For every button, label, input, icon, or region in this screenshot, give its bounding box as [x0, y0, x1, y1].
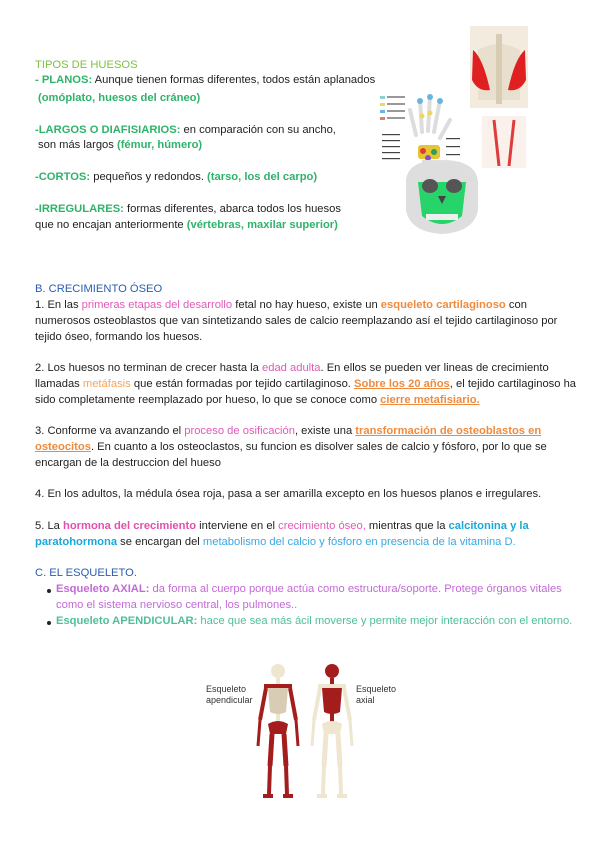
scapula-image — [470, 26, 528, 108]
p3-line-1 — [35, 424, 541, 438]
p5-text-c: interviene en el — [196, 520, 279, 532]
largos-text-2: son más largos — [38, 139, 117, 151]
bone-types-illustration — [378, 20, 600, 242]
p5-text-a: 5. La — [35, 520, 63, 532]
p5-highlight-metabolismo: metabolismo del calcio y fósforo en presencia de la vitamina D. — [202, 536, 516, 548]
cortos-example: (tarso, los del carpo) — [207, 171, 318, 183]
skeleton-figure — [200, 662, 400, 802]
planos-label: - PLANOS: — [35, 74, 93, 86]
p1-highlight-esqueleto: esqueleto cartilaginoso — [380, 299, 506, 311]
axial-line-1 — [56, 582, 562, 596]
p2-text-2c: que están formadas por tejido cartilaginoso. — [130, 378, 355, 390]
p5-highlight-hormona: hormona del crecimiento — [63, 520, 197, 532]
skull-image — [406, 160, 478, 234]
p2-highlight-metafasis: metáfasis — [82, 378, 131, 390]
p3-highlight-transformacion: transformación de osteoblastos en — [355, 425, 542, 437]
hand-image — [378, 92, 460, 170]
label-axial-1: Esqueleto — [356, 684, 397, 694]
largos-text: en comparación con su ancho, — [180, 124, 336, 136]
p2-text-2a: llamadas — [35, 378, 83, 390]
p3-text-c: , existe una — [294, 425, 356, 437]
irregulares-text: formas diferentes, abarca todos los huesos — [123, 203, 341, 215]
largos-label: -LARGOS O DIAFISIARIOS: — [35, 124, 181, 136]
femur-image — [482, 116, 526, 168]
section-b-title: B. CRECIMIENTO ÓSEO — [35, 283, 163, 295]
p5-text-2b: se encargan del — [117, 536, 203, 548]
p1-highlight-etapas: primeras etapas del desarrollo — [81, 299, 233, 311]
cortos-text: pequeños y redondos. — [90, 171, 208, 183]
p5-line-2 — [35, 535, 516, 549]
p2-line-1 — [35, 361, 549, 375]
cortos-label: -CORTOS: — [35, 171, 91, 183]
planos-line — [35, 73, 375, 87]
axial-line-2: como el sistema nervioso central, los pulmones.. — [56, 599, 298, 611]
planos-text: Aunque tienen formas diferentes, todos están aplanados — [92, 74, 376, 86]
p2-highlight-edad: edad adulta — [262, 362, 321, 374]
p3-line-2 — [35, 440, 547, 454]
skeletons-svg — [250, 662, 360, 802]
bullet-apendicular — [47, 621, 51, 625]
p1-line-3: tejido óseo, formando los huesos. — [35, 331, 203, 343]
p2-text-a: 2. Los huesos no terminan de crecer hasta la — [35, 362, 262, 374]
largos-line — [35, 123, 336, 137]
p5-highlight-calcitonina: calcitonina y la — [448, 520, 529, 532]
p1-text-e: con — [505, 299, 527, 311]
section-a-title: TIPOS DE HUESOS — [35, 59, 138, 71]
largos-line-2 — [38, 138, 202, 152]
p2-line-3 — [35, 393, 480, 407]
p3-highlight-proceso: proceso de osificación — [184, 425, 295, 437]
apendicular-line — [56, 614, 572, 628]
p2-highlight-cierre: cierre metafisiario. — [380, 394, 480, 406]
p2-highlight-20: Sobre los 20 años — [354, 378, 450, 390]
apendicular-text: hace que sea más ácil moverse y permite mejor interacción con el entorno. — [197, 615, 573, 627]
p1-text-c: fetal no hay hueso, existe un — [232, 299, 381, 311]
irregulares-text-2: que no encajan anteriormente — [35, 219, 187, 231]
p5-line-1 — [35, 519, 529, 533]
bullet-axial — [47, 589, 51, 593]
p3-highlight-osteocitos: osteocitos — [35, 441, 91, 453]
irregulares-line — [35, 202, 341, 216]
p4-line: 4. En los adultos, la médula ósea roja, pasa a ser amarilla excepto en los huesos planos e irregulares. — [35, 488, 542, 500]
p2-text-3a: sido completamente reemplazado por hueso, lo que se conoce como — [35, 394, 381, 406]
p2-line-2 — [35, 377, 576, 391]
skeleton-axial — [312, 664, 352, 798]
p1-line-1 — [35, 298, 527, 312]
p3-line-3: encargan de la destruccion del hueso — [35, 457, 221, 469]
label-apendicular-1: Esqueleto — [206, 684, 247, 694]
p3-text-a: 3. Conforme va avanzando el — [35, 425, 185, 437]
p5-text-e: mientras que la — [365, 520, 449, 532]
section-c-title: C. EL ESQUELETO. — [35, 567, 137, 579]
p2-text-2e: , el tejido cartilaginoso ha — [449, 378, 577, 390]
axial-label: Esqueleto AXIAL: — [56, 583, 150, 595]
label-apendicular — [206, 684, 253, 706]
label-axial-2: axial — [356, 695, 375, 705]
label-apendicular-2: apendicular — [206, 695, 253, 705]
largos-example: (fémur, húmero) — [116, 139, 203, 151]
irregulares-example: (vértebras, maxilar superior) — [186, 219, 338, 231]
p2-text-c: . En ellos se pueden ver lineas de crecimiento — [320, 362, 549, 374]
cortos-line — [35, 170, 317, 184]
label-axial — [356, 684, 396, 706]
p1-text-a: 1. En las — [35, 299, 82, 311]
irregulares-line-2 — [35, 218, 338, 232]
p5-highlight-paratohormona: paratohormona — [35, 536, 118, 548]
p1-line-2: numerosos osteoblastos que van sintetizando sales de calcio reemplazando así el tejido cartilaginoso por — [35, 315, 558, 327]
irregulares-label: -IRREGULARES: — [35, 203, 124, 215]
p3-text-2b: . En cuanto a los osteoclastos, su funcion es disolver sales de calcio y fósforo, por lo que se — [90, 441, 547, 453]
axial-text-1: da forma al cuerpo porque actúa como estructura/soporte. Protege órganos vitales — [149, 583, 562, 595]
skeleton-appendicular — [258, 664, 298, 798]
planos-example: (omóplato, huesos del cráneo) — [38, 92, 201, 104]
p5-highlight-crecimiento: crecimiento óseo, — [278, 520, 366, 532]
apendicular-label: Esqueleto APENDICULAR: — [56, 615, 198, 627]
